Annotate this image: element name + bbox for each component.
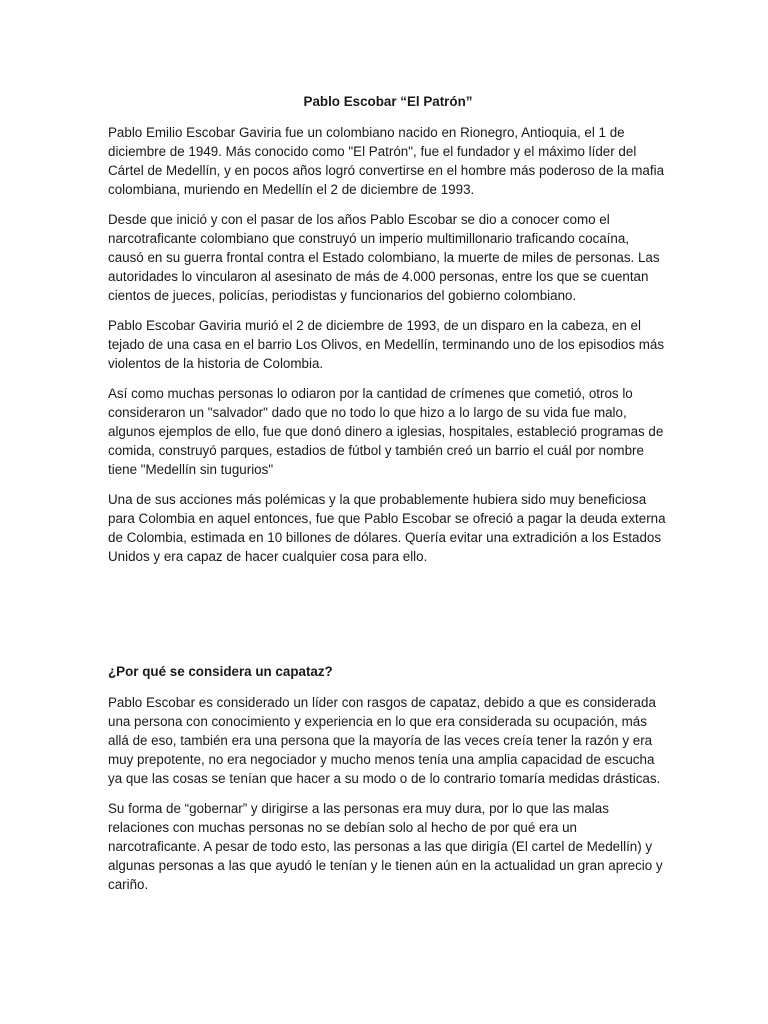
paragraph-savior: Así como muchas personas lo odiaron por la cantidad de crímenes que cometió, otros lo consideraron un "salvador" dado que no todo lo que hizo a lo largo de su vida fue malo, algunos ejemplos de ello, fue que donó dinero a iglesias, hospitales, estableció programas de comida, construyó parques, estadios de fútbol y también creó un barrio el cuál por nombre tiene "Medellín sin tugurios" bbox=[108, 386, 664, 477]
section-heading: ¿Por qué se considera un capataz? bbox=[108, 664, 333, 679]
document-body bbox=[108, 92, 668, 905]
paragraph-intro: Pablo Emilio Escobar Gaviria fue un colombiano nacido en Rionegro, Antioquia, el 1 de diciembre de 1949. Más conocido como "El Patrón", fue el fundador y el máximo líder del Cártel de Medellín, y en pocos años logró convertirse en el hombre más poderoso de la mafia colombiana, muriendo en Medellín el 2 de diciembre de 1993. bbox=[108, 125, 665, 197]
paragraph-capataz-traits: Pablo Escobar es considerado un líder con rasgos de capataz, debido a que es considerada una persona con conocimiento y experiencia en lo que era considerada su ocupación, más allá de eso, también era una persona que la mayoría de las veces creía tener la razón y era muy prepotente, no era negociador y mucho menos tenía una amplia capacidad de escucha ya que las cosas se tenían que hacer a su modo o de lo contrario tomaría medidas drásticas. bbox=[108, 695, 661, 786]
paragraph-external-debt: Una de sus acciones más polémicas y la que probablemente hubiera sido muy beneficiosa para Colombia en aquel entonces, fue que Pablo Escobar se ofreció a pagar la deuda externa de Colombia, estimada en 10 billones de dólares. Quería evitar una extradición a los Estados Unidos y era capaz de hacer cualquier cosa para ello. bbox=[108, 492, 666, 564]
paragraph-governing-style: Su forma de “gobernar” y dirigirse a las personas era muy dura, por lo que las malas relaciones con muchas personas no se debían solo al hecho de por qué era un narcotraficante. A pesar de todo esto, las personas a las que dirigía (El cartel de Medellín) y algunas personas a las que ayudó le tenían y le tienen aún en la actualidad un gran aprecio y cariño. bbox=[108, 801, 663, 892]
section-spacer bbox=[108, 577, 668, 662]
paragraph-death: Pablo Escobar Gaviria murió el 2 de diciembre de 1993, de un disparo en la cabeza, en el tejado de una casa en el barrio Los Olivos, en Medellín, terminando uno de los episodios más violentos de la historia de Colombia. bbox=[108, 318, 665, 371]
document-title: Pablo Escobar “El Patrón” bbox=[303, 94, 473, 109]
paragraph-narcotrafficking: Desde que inició y con el pasar de los años Pablo Escobar se dio a conocer como el narcotraficante colombiano que construyó un imperio multimillonario traficando cocaína, causó en su guerra frontal contra el Estado colombiano, la muerte de miles de personas. Las autoridades lo vincularon al asesinato de más de 4.000 personas, entre los que se cuentan cientos de jueces, policías, periodistas y funcionarios del gobierno colombiano. bbox=[108, 212, 660, 303]
